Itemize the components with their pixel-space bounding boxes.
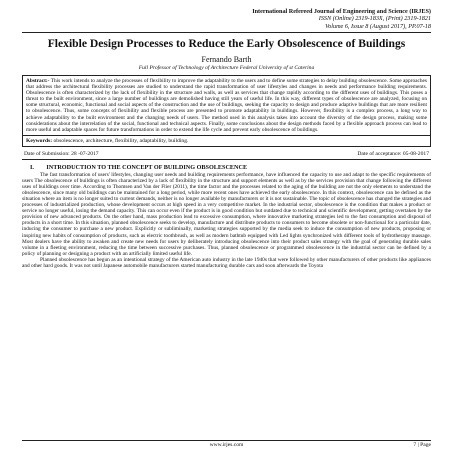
abstract-box — [22, 75, 431, 136]
page-footer — [22, 440, 431, 448]
journal-volume: Volume 6, Issue 8 (August 2017), PP.07-18 — [325, 22, 431, 30]
page-number: 7 | Page — [413, 442, 431, 448]
body-paragraph: The fast transformation of users' lifestyles, changing user needs and building requirements performance, have influenced the capacity to use and adapt to the specific requirements of users The obsolescence of buildings is often characterized by a lack of flexibility in the structure and support elements as well as by the services provision that change following the different uses of buildings over time. According to Thomsen and Van der Flier (2011), the time factor and the processes related to the aging of the building are not the only elements to understand the obsolescence, since many old buildings can be maintained for a long period, while more recent ones have achieved the early obsolescence. In this context, obsolescence can be defined as the situation where an item is no longer suited to current demands, neither is no longer available by manufacturers or it is not sustainable. The topic of obsolescence has changed the strategies and processes of industrialized production, whose development occurs at high speed in a very competitive market. In the industrial sector, obsolescence is the condition that makes a product or service no longer useful, losing the demand capacity. This can occur even if the product is in good condition but outdated due to technical and scientific development, getting overtaken by the provision of new advanced products. On the other hand, mass production lead to excessive consumption, where innovative marketing strategies led to the fast consumption and disposal of products in a short time. In this situation, planned obsolescence seeks to develop, manufacture and distribute products to consumers to become obsolete or non-functional for a particular date, inducing the consumer to purchase a new product. Explicitly or subliminally, marketing strategies supported by the media seek to induce the consumption of new products, proposing or inspiring new habits of consumption of products, such as electric toothbrush, as well as modern bathtub equipped with Led lights synchronized with different tools of hydrotherapy massage. Most dealers have the ability to awaken and create new needs for users by deliberately introducing obsolescence into their product sales strategy with the goal of generating durable sales volume in a fleeting environment, reducing the time between successive purchases. Thus, planned obsolescence or programmed obsolescence in the industrial sector can be defined by a policy of planning or designing a product with an artificially limited useful life. — [22, 172, 431, 257]
body-paragraph: Planned obsolescence has begun as an intentional strategy of the American auto industry in the late 1940s that were followed by other manufacturers of other products like appliances and other hard goods. It was not until Japanese automobile manufacturers started manufacturing durable cars and soon afterwards the Toyota — [22, 256, 431, 269]
keywords-text: obsolescence, architecture, flexibility, adaptability, building. — [52, 137, 189, 144]
journal-header — [22, 8, 431, 30]
header-rule — [22, 32, 431, 33]
abstract-label: Abstract:- — [26, 78, 50, 85]
acceptance-date: Date of acceptance: 05-08-2017 — [357, 151, 429, 158]
section-heading: I. INTRODUCTION TO THE CONCEPT OF BUILDING OBSOLESCENCE — [30, 164, 248, 172]
paper-title: Flexible Design Processes to Reduce the Early Obsolescence of Buildings — [47, 37, 406, 51]
submission-date: Date of Submission: 28 -07-2017 — [24, 151, 99, 158]
keywords-label: Keywords: — [26, 137, 53, 144]
abstract-text: This work intends to analyze the processes of flexibility to improve the adaptability to the users and to define some strategies to delay building obsolescence. Some approaches that address the architectural flexibility processes are studied to understand the rapid transformation of user lifestyles and changes in needs and performance building requirements. Obsolescence is often characterized by the lack of flexibility in the structure and walls, as well as services that change rapidly according to the different uses of buildings. This poses a threat to the built environment, since a large number of buildings are demolished having still years of useful life. In this way, different types of obsolescence are analyzed, focusing on some structural, economic, functional and social aspects of the construction and the use of buildings, seeking the capacity to design and produce adaptive buildings that are more resilient to obsolescence. Thus, some concepts of flexibility and flexible process are presented to promote adaptability in buildings. However, flexibility is a complex process, a long way to achieve adaptability to the built environment and the changing needs of users. The method used in this analysis takes into account the diversity of the design process, making some considerations about the interrelation of the social, functional and technical aspects. Finally, some conclusions about the design methods faced by a flexible approach process can lead to more useful and adaptable spaces for future transformations in order to extend the life cycle and prevent early obsolescence of buildings. — [26, 78, 427, 133]
journal-issn: ISSN (Online) 2319-183X, (Print) 2319-1821 — [318, 15, 431, 23]
author-affiliation: Full Professor of Technology of Architecture Federal University of st Caterina — [138, 65, 315, 72]
keywords-box — [22, 136, 431, 148]
journal-name: International Refereed Journal of Engineering and Science (IRJES) — [252, 8, 431, 15]
paper-author: Fernando Barth — [201, 55, 252, 65]
footer-url: www.irjes.com — [209, 442, 244, 448]
dates-row — [22, 151, 431, 160]
